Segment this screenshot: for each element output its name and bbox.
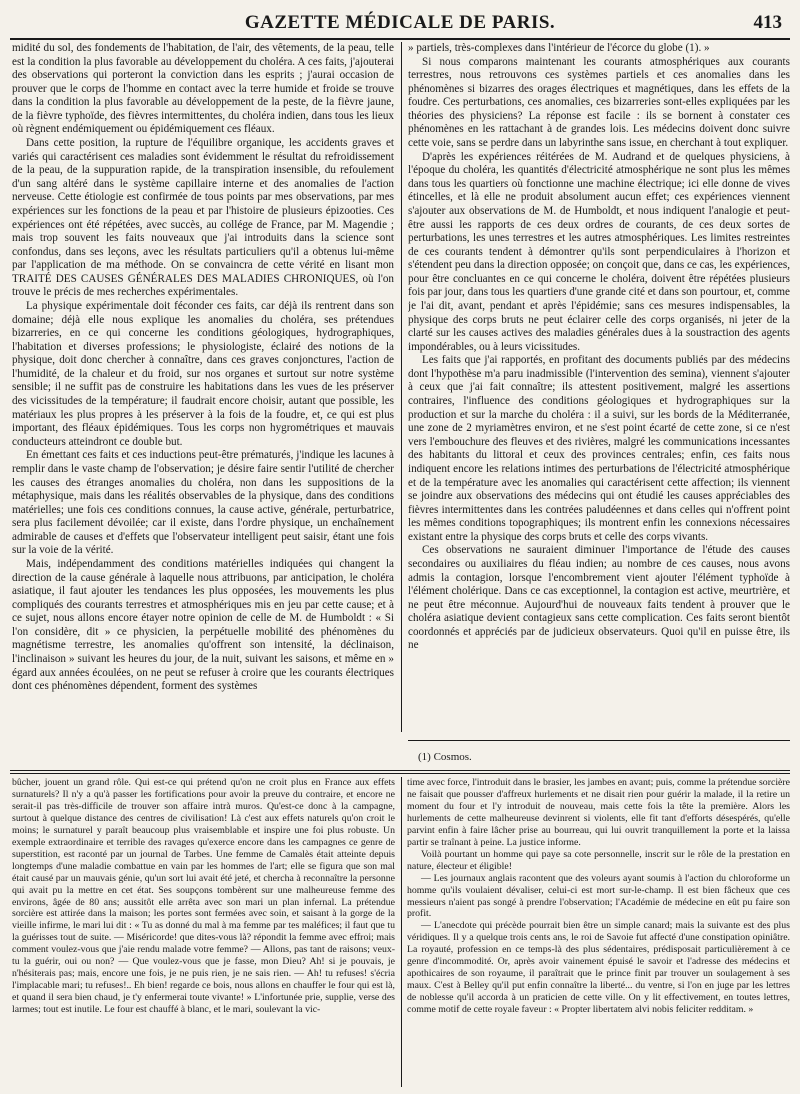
page-header <box>10 12 790 38</box>
footnote: (1) Cosmos. <box>418 751 472 763</box>
footnote-rule <box>408 740 790 741</box>
paragraph: Voilà pourtant un homme qui paye sa cote personnelle, inscrit sur le rôle de la prestation en nature, électeur et éligible! <box>407 848 790 872</box>
paragraph: Les faits que j'ai rapportés, en profitant des documents publiés par des médecins dont l'hypothèse m'a paru inadmissible (l'intervention des semina), viennent s'ajouter à ceux que j'ai fait connaître; ils attestent positivement, malgré les assertions contraires, l'influence des conditions géologiques et hydrographiques sur la production et sur la marche du choléra : il a suivi, sur les bords de la Méditerranée, une zone de 2 myriamètres environ, et ne s'est point écarté de cette zone, si ce n'est vers l'embouchure des fleuves et des rivières, malgré les communications incessantes des habitants du littoral et ceux des provinces centrales; enfin, ces faits nous indiquent encore les relations intimes des perturbations de l'électricité atmosphérique et de la température avec les anomalies qui caractérisent cette affection; ils viennent se joindre aux observations des médecins qui ont étudié les causes appréciables des fièvres intermittentes dans les contrées paludéennes et dans celles qui n'offrent point les mêmes conditions topographiques; ils montrent enfin les connexions nécessaires existant entre la physique des corps bruts et celle des corps vivants. <box>408 354 790 543</box>
upper-right-column <box>408 42 790 732</box>
section-divider <box>10 770 790 771</box>
paragraph: bûcher, jouent un grand rôle. Qui est-ce qui prétend qu'on ne croit plus en France aux effets surnaturels? Il n'y a qu'à passer les fortifications pour avoir la preuve du contraire, et encore ne serait-il pas très-difficile de trouver son affaire intrà muros. Qu'est-ce donc à la campagne, surtout à quelque distance des centres de civilisation! Là c'est aux effets naturels qu'on croit le moins; le surnaturel y paraît beaucoup plus vraisemblable et inspire une foi plus robuste. Un exemple extraordinaire et terrible des ravages qu'exerce encore dans les campagnes ce genre de superstition, est raconté par un journal de Tarbes. Une femme de Camalès était atteinte depuis longtemps d'une maladie combattue en vain par les hommes de l'art; elle se figura que son mal était causé par un mauvais génie, qu'un sort lui avait été jeté, et chercha à reconnaître la personne qui avait pu la mettre en cet état. Ses soupçons tombèrent sur une malheureuse femme des environs, âgée de 80 ans; aussitôt elle arrêta avec son mari un plan infernal. La prétendue sorcière est attirée dans la maison; les portes sont fermées avec soin, et saisant à la gorge de la vieille infirme, le mari lui dit : « Tu as donné du mal à ma femme par tes maléfices; il faut que tu la guérisses tout de suite. — Miséricorde! que dites-vous là? répondit la femme avec effroi; mais comment voulez-vous que j'aie rendu malade votre femme? — Allons, pas tant de raisons; veux-tu la guérir, oui ou non? — Que voulez-vous que je fasse, mon Dieu? Ah! si je pouvais, je n'hésiterais pas; mais, encore une fois, je ne puis rien, je ne sais rien. — Ah! tu refuses! s'écria l'implacable mari; tu refuses!.. Eh bien! regarde ce bois, nous allons en chauffer le four qui est là, et quand il sera bien chaud, je t'y enfermerai toute vivante! » L'infortunée prie, supplie, verse des larmes; tout est inutile. Le four est chauffé à blanc, et le mari, soulevant la vic- <box>12 777 395 1016</box>
paragraph: — L'anecdote qui précède pourrait bien être un simple canard; mais la suivante est des plus véridiques. Il y a quelque trois cents ans, le roi de Savoie fut affecté d'une constipation opiniâtre. La royauté, profession en ce temps-là des plus sédentaires, prédisposait particulièrement à ce genre d'incommodité. Or, après avoir vainement épuisé le savoir et l'adresse des médecins et apothicaires de son royaume, il paraîtrait que le prince finit par trouver un soulagement à ses maux. C'est à Belley qu'il put enfin connaître la liberté... du ventre, si l'on en juge par les lettres de noblesse qu'il accorda à un praticien de cette ville. On y lit effectivement, en toutes lettres, comme motif de cette royale faveur : « Propter libertatem alvi nobis feliciter redditam. » <box>407 920 790 1016</box>
column-divider <box>401 777 402 1087</box>
column-divider <box>401 42 402 732</box>
journal-title: GAZETTE MÉDICALE DE PARIS. <box>244 12 556 33</box>
paragraph: Dans cette position, la rupture de l'équilibre organique, les accidents graves et variés qui caractérisent ces maladies sont évidemment le résultat du refroidissement de la peau, de la suppuration rapide, de la transpiration insensible, du refoulement d'un sang altéré dans le système capillaire interne et des anomalies de l'action nerveuse. Cette étiologie est confirmée de tous points par mes observations, par mes expériences sur les fonctions de la peau et par l'histoire de plusieurs épizooties. Ces expériences ont été répétées, avec succès, au collége de France, par M. Magendie ; mais trop souvent les faits nouveaux que j'ai introduits dans la science sont confondus, dans ses leçons, avec les résultats particuliers qu'il a obtenus lui-même par l'application de ma méthode. On se convaincra de cette vérité en lisant mon TRAITÉ DES CAUSES GÉNÉRALES DES MALADIES CHRONIQUES, où l'on trouve le précis de mes recherches expérimentales. <box>12 137 394 299</box>
paragraph: Mais, indépendamment des conditions matérielles indiquées qui changent la direction de la cause générale à laquelle nous attribuons, par anticipation, le choléra asiatique, il faut ajouter les tendances les plus opposées, les mouvements les plus compliqués des courants terrestres et atmosphériques mis en jeu par cette cause; et à ce sujet, nous allons encore étayer notre opinion de celle de M. de Humboldt : « Si l'on considère, dit » ce physicien, la perpétuelle mobilité des phénomènes du magnétisme terrestre, les anomalies qu'offrent son intensité, la déclinaison, l'inclinaison » suivant les heures du jour, de la nuit, suivant les saisons, et même en » égard aux années écoulées, on ne peut se refuser à croire que les courants électriques dont ces phénomènes dépendent, forment des systèmes <box>12 557 394 693</box>
paragraph: midité du sol, des fondements de l'habitation, de l'air, des vêtements, de la peau, telle est la condition la plus favorable au développement du choléra. A ces faits, j'ajouterai des observations qui porteront la conviction dans les esprits ; j'aurai occasion de prouver que le corps de l'homme en contact avec la terre humide et froide se trouve dans la condition la plus favorable au développement de la peste, de la fièvre jaune, de la fièvre typhoïde, des fièvres intermittentes, du choléra indien, dans tous les lieux où règnent endémiquement ou épidémiquement ces fléaux. <box>12 42 394 136</box>
upper-left-column <box>12 42 394 732</box>
paragraph: Ces observations ne sauraient diminuer l'importance de l'étude des causes secondaires ou auxiliaires du fléau indien; au nombre de ces causes, nous avons admis la contagion, lorsque l'encombrement vient ajouter l'élément typhoïde à l'élément cholérique. Dans ce cas exceptionnel, la contagion est active, meurtrière, et ne peut être méconnue. Aujourd'hui de nouveaux faits tendent à prouver que le choléra asiatique devient contagieux sans cette complication. Ces faits seront bientôt coordonnés et appréciés par de judicieux observateurs. Quoi qu'il en puisse être, ils ne <box>408 544 790 652</box>
paragraph: D'après les expériences réitérées de M. Audrand et de quelques physiciens, à l'époque du choléra, les quantités d'électricité atmosphérique ne sont plus les mêmes dans tous les quartiers où fonctionne une machine électrique; ici elle donne de vives étincelles, et là elle ne produit absolument aucun effet; ces expériences viennent s'ajouter aux observations de M. de Humboldt, et nous indiquent l'analogie et peut-être aussi les rapports de ces deux ordres de courants, de ces deux sortes de perturbations, les unes terrestres et les autres atmosphériques. Les limites restreintes de ces courants tendent à démontrer qu'ils sont perpendiculaires à l'horizon et s'étendent peu dans la direction opposée; on conçoit que, dans ce cas, les expériences, pour être concluantes en ce qui concerne le choléra, doivent être répétées plusieurs fois par jour, dans tous les quartiers d'une grande cité et dans son pourtour, et, comme je l'ai dit, avant, pendant et après l'épidémie; sans ces mesures indispensables, la physique des corps bruts ne peut éclairer celle des corps organisés, ni jeter de la clarté sur les causes actives des maladies générales dues à la soustraction des agents impondérables, ou à leurs vicissitudes. <box>408 150 790 353</box>
page-number: 413 <box>753 12 782 33</box>
header-rule <box>10 38 790 40</box>
paragraph: En émettant ces faits et ces inductions peut-être prématurés, j'indique les lacunes à remplir dans le vaste champ de l'observation; je désire faire sentir l'utilité de chercher les causes des étranges anomalies du choléra, non dans les suppositions de la métaphysique, mais dans les réalités observables de la physique, dans des conditions matérielles; une fois ces conditions connues, la cause active, générale, perturbatrice, sera plus facilement dévoilée; car il existe, dans l'ordre physique, un enchaînement admirable de causes et d'effets que l'observateur intelligent peut saisir, étant une fois sur la voie de la vérité. <box>12 449 394 557</box>
paragraph: time avec force, l'introduit dans le brasier, les jambes en avant; puis, comme la prétendue sorcière ne faisait que pousser d'affreux hurlements et ne disait rien pour guérir la malade, il la retire un moment du four et l'y introduit de nouveau, mais cette fois la tête la première. Alors les hurlements de cette malheureuse devinrent si violents, elle fit tant d'efforts désespérés, qu'elle parvint enfin à faire lâcher prise au bourreau, qui lui ouvrit tranquillement la porte et la laissa partir se traînant à peine. La justice informe. <box>407 777 790 848</box>
paragraph: Si nous comparons maintenant les courants atmosphériques aux courants terrestres, nous retrouvons ces systèmes partiels et ces anomalies dans les phénomènes si bizarres des orages électriques et magnétiques, dans les effets de la foudre. Ces perturbations, ces anomalies, ces bizarreries sont-elles expliquées par les théories des physiciens? La réponse est facile : ils se bornent à constater ces phénomènes en les rattachant à de grandes lois. Les médecins doivent donc suivre cette voie, sans se perdre dans un labyrinthe sans issue, en cherchant à tout expliquer. <box>408 55 790 150</box>
section-divider <box>10 773 790 774</box>
paragraph: » partiels, très-complexes dans l'intérieur de l'écorce du globe (1). » <box>408 42 710 54</box>
paragraph: La physique expérimentale doit féconder ces faits, car déjà ils rentrent dans son domaine; déjà elle nous explique les anomalies du choléra, ses prétendues bizarreries, en ce qui concerne les conditions géologiques, hydrographiques, l'habitation et diverses professions; le physiologiste, éclairé des notions de la physique, doit donc chercher à connaître, dans ces graves conjonctures, l'action de l'humidité, de la chaleur et du froid, sur nos organes et surtout sur notre système sensible; il ne suffit pas de construire les habitations dans les vues de les préserver des vicissitudes de la température; il faudrait encore choisir, autant que possible, les matériaux les plus propres à les préserver à la fois de la foudre, et, ce qui est plus important, des fléaux épidémiques. Tous les corps non hygrométriques et mauvais conducteurs atteindront ce double but. <box>12 299 394 448</box>
lower-right-column <box>407 777 790 1089</box>
lower-left-column <box>12 777 395 1089</box>
paragraph: — Les journaux anglais racontent que des voleurs ayant soumis à l'action du chloroforme un homme qu'ils voulaient dévaliser, celui-ci est mort sur-le-champ. Il est bien fâcheux que ces messieurs n'aient pas songé à prendre l'observation; l'Académie de médecine en eût pu faire son profit. <box>407 872 790 920</box>
